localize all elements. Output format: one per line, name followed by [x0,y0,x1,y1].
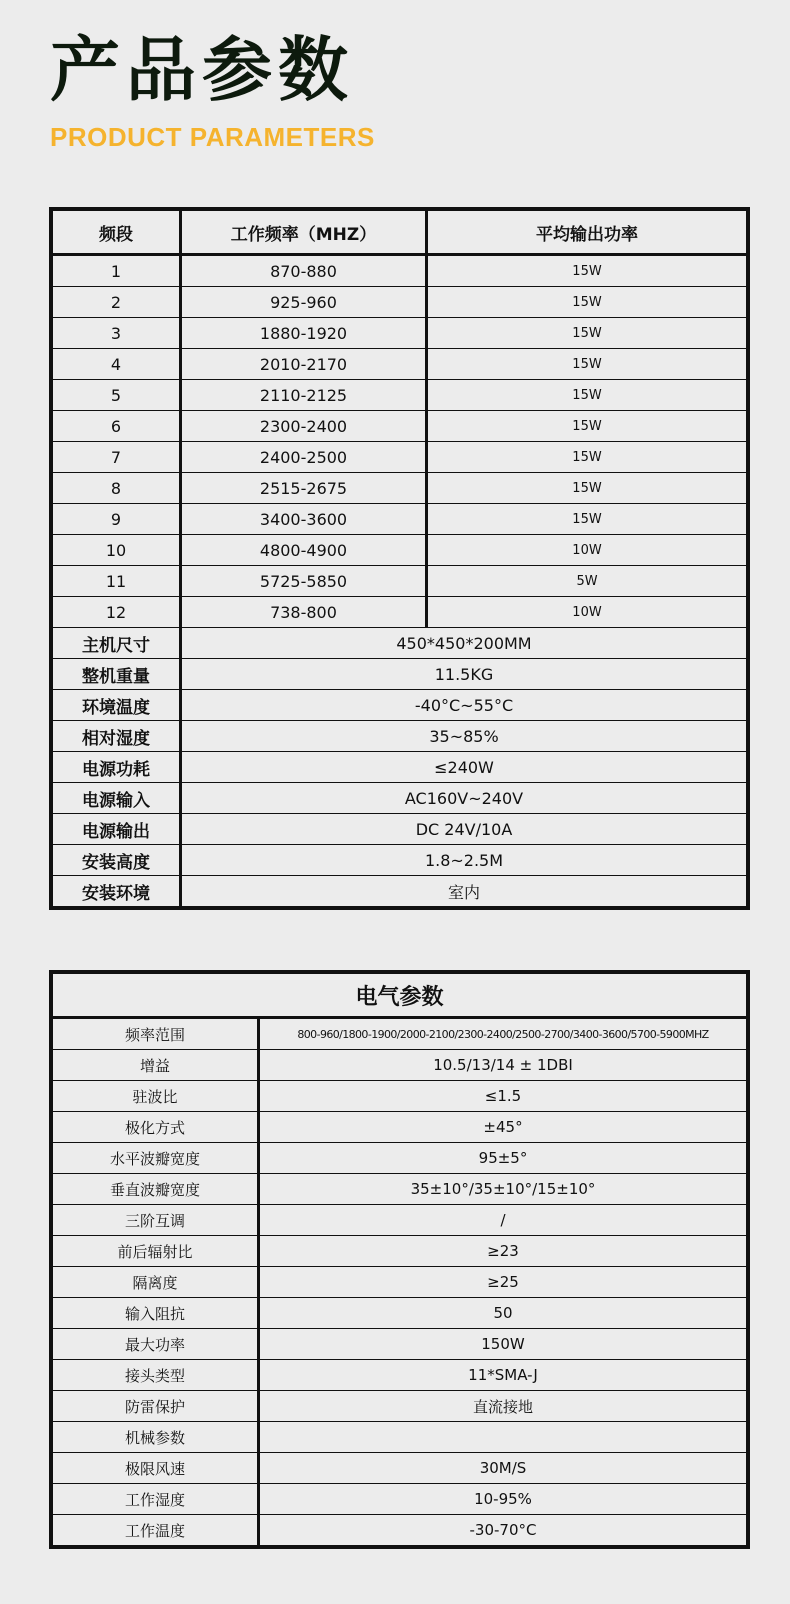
band-frequency: 4800-4900 [181,535,427,566]
page-title: 产品参数 [50,29,354,111]
electrical-value: 11*SMA-J [259,1360,747,1391]
band-number: 6 [53,411,181,442]
band-row [53,535,747,566]
band-power: 10W [427,535,747,566]
band-frequency: 738-800 [181,597,427,628]
band-number: 3 [53,318,181,349]
band-row [53,380,747,411]
electrical-value: 30M/S [259,1453,747,1484]
electrical-row [53,1391,747,1422]
band-power: 15W [427,473,747,504]
electrical-row [53,1453,747,1484]
band-row [53,442,747,473]
electrical-label: 工作温度 [53,1515,259,1546]
electrical-label: 工作湿度 [53,1484,259,1515]
header-band: 频段 [53,211,181,255]
band-power: 15W [427,255,747,287]
electrical-row [53,1205,747,1236]
band-frequency: 2010-2170 [181,349,427,380]
spec-row [53,814,747,845]
electrical-label: 极限风速 [53,1453,259,1484]
band-number: 1 [53,255,181,287]
band-number: 11 [53,566,181,597]
spec-label: 安装高度 [53,845,181,876]
band-number: 2 [53,287,181,318]
band-frequency: 2515-2675 [181,473,427,504]
electrical-row [53,1329,747,1360]
spec-row [53,876,747,907]
spec-label: 环境温度 [53,690,181,721]
electrical-value: -30-70°C [259,1515,747,1546]
band-number: 4 [53,349,181,380]
band-power: 15W [427,442,747,473]
band-frequency: 2110-2125 [181,380,427,411]
band-frequency: 2300-2400 [181,411,427,442]
electrical-value: 10-95% [259,1484,747,1515]
spec-row [53,628,747,659]
electrical-row [53,1267,747,1298]
electrical-row [53,1050,747,1081]
electrical-row [53,1081,747,1112]
electrical-label: 接头类型 [53,1360,259,1391]
electrical-row [53,1515,747,1546]
band-frequency: 1880-1920 [181,318,427,349]
electrical-value: 95±5° [259,1143,747,1174]
electrical-row [53,1018,747,1050]
electrical-label: 驻波比 [53,1081,259,1112]
spec-label: 相对湿度 [53,721,181,752]
electrical-table-title: 电气参数 [53,974,747,1018]
spec-row [53,690,747,721]
spec-value: -40°C~55°C [181,690,747,721]
spec-value: 450*450*200MM [181,628,747,659]
electrical-value: ≤1.5 [259,1081,747,1112]
electrical-parameters-table [52,973,747,1546]
band-power: 15W [427,318,747,349]
spec-row [53,752,747,783]
band-row [53,473,747,504]
band-row [53,349,747,380]
band-power: 5W [427,566,747,597]
electrical-label: 三阶互调 [53,1205,259,1236]
electrical-value [259,1422,747,1453]
spec-row [53,659,747,690]
band-power: 15W [427,411,747,442]
spec-row [53,783,747,814]
spec-value: 35~85% [181,721,747,752]
band-number: 7 [53,442,181,473]
electrical-label: 防雷保护 [53,1391,259,1422]
electrical-label: 水平波瓣宽度 [53,1143,259,1174]
electrical-row [53,1422,747,1453]
spec-label: 电源功耗 [53,752,181,783]
band-row [53,255,747,287]
band-row [53,287,747,318]
electrical-label: 频率范围 [53,1018,259,1050]
electrical-label: 增益 [53,1050,259,1081]
band-power: 15W [427,287,747,318]
electrical-value: 10.5/13/14 ± 1DBI [259,1050,747,1081]
electrical-row [53,1112,747,1143]
electrical-row [53,1236,747,1267]
band-row [53,597,747,628]
electrical-row [53,1143,747,1174]
electrical-value: 800-960/1800-1900/2000-2100/2300-2400/2500-2700/3400-3600/5700-5900MHZ [259,1018,747,1050]
spec-value: AC160V~240V [181,783,747,814]
band-number: 9 [53,504,181,535]
spec-row [53,845,747,876]
band-frequency: 925-960 [181,287,427,318]
table-header-row [53,211,747,255]
band-power: 15W [427,380,747,411]
electrical-label: 垂直波瓣宽度 [53,1174,259,1205]
electrical-label: 输入阻抗 [53,1298,259,1329]
electrical-value: ≥23 [259,1236,747,1267]
band-number: 12 [53,597,181,628]
header-power: 平均输出功率 [427,211,747,255]
spec-value: ≤240W [181,752,747,783]
spec-value: 1.8~2.5M [181,845,747,876]
electrical-label: 最大功率 [53,1329,259,1360]
electrical-label: 极化方式 [53,1112,259,1143]
electrical-value: ±45° [259,1112,747,1143]
header-frequency: 工作频率（MHZ） [181,211,427,255]
electrical-row [53,1174,747,1205]
electrical-label: 隔离度 [53,1267,259,1298]
band-frequency: 3400-3600 [181,504,427,535]
spec-label: 主机尺寸 [53,628,181,659]
spec-label: 整机重量 [53,659,181,690]
electrical-value: 直流接地 [259,1391,747,1422]
band-number: 8 [53,473,181,504]
band-number: 5 [53,380,181,411]
electrical-value: / [259,1205,747,1236]
table-title-row [53,974,747,1018]
band-number: 10 [53,535,181,566]
electrical-value: 35±10°/35±10°/15±10° [259,1174,747,1205]
band-power: 15W [427,349,747,380]
page-subtitle: PRODUCT PARAMETERS [50,122,375,152]
band-frequency: 2400-2500 [181,442,427,473]
electrical-value: 50 [259,1298,747,1329]
band-row [53,566,747,597]
spec-row [53,721,747,752]
spec-value: 室内 [181,876,747,907]
spec-label: 安装环境 [53,876,181,907]
electrical-row [53,1484,747,1515]
band-frequency: 5725-5850 [181,566,427,597]
spec-value: 11.5KG [181,659,747,690]
electrical-label: 前后辐射比 [53,1236,259,1267]
spec-value: DC 24V/10A [181,814,747,845]
band-row [53,318,747,349]
band-row [53,411,747,442]
band-power: 10W [427,597,747,628]
spec-label: 电源输出 [53,814,181,845]
electrical-value: ≥25 [259,1267,747,1298]
product-parameters-table [52,210,747,907]
band-power: 15W [427,504,747,535]
band-row [53,504,747,535]
band-frequency: 870-880 [181,255,427,287]
spec-label: 电源输入 [53,783,181,814]
electrical-row [53,1298,747,1329]
electrical-value: 150W [259,1329,747,1360]
electrical-row [53,1360,747,1391]
electrical-label: 机械参数 [53,1422,259,1453]
